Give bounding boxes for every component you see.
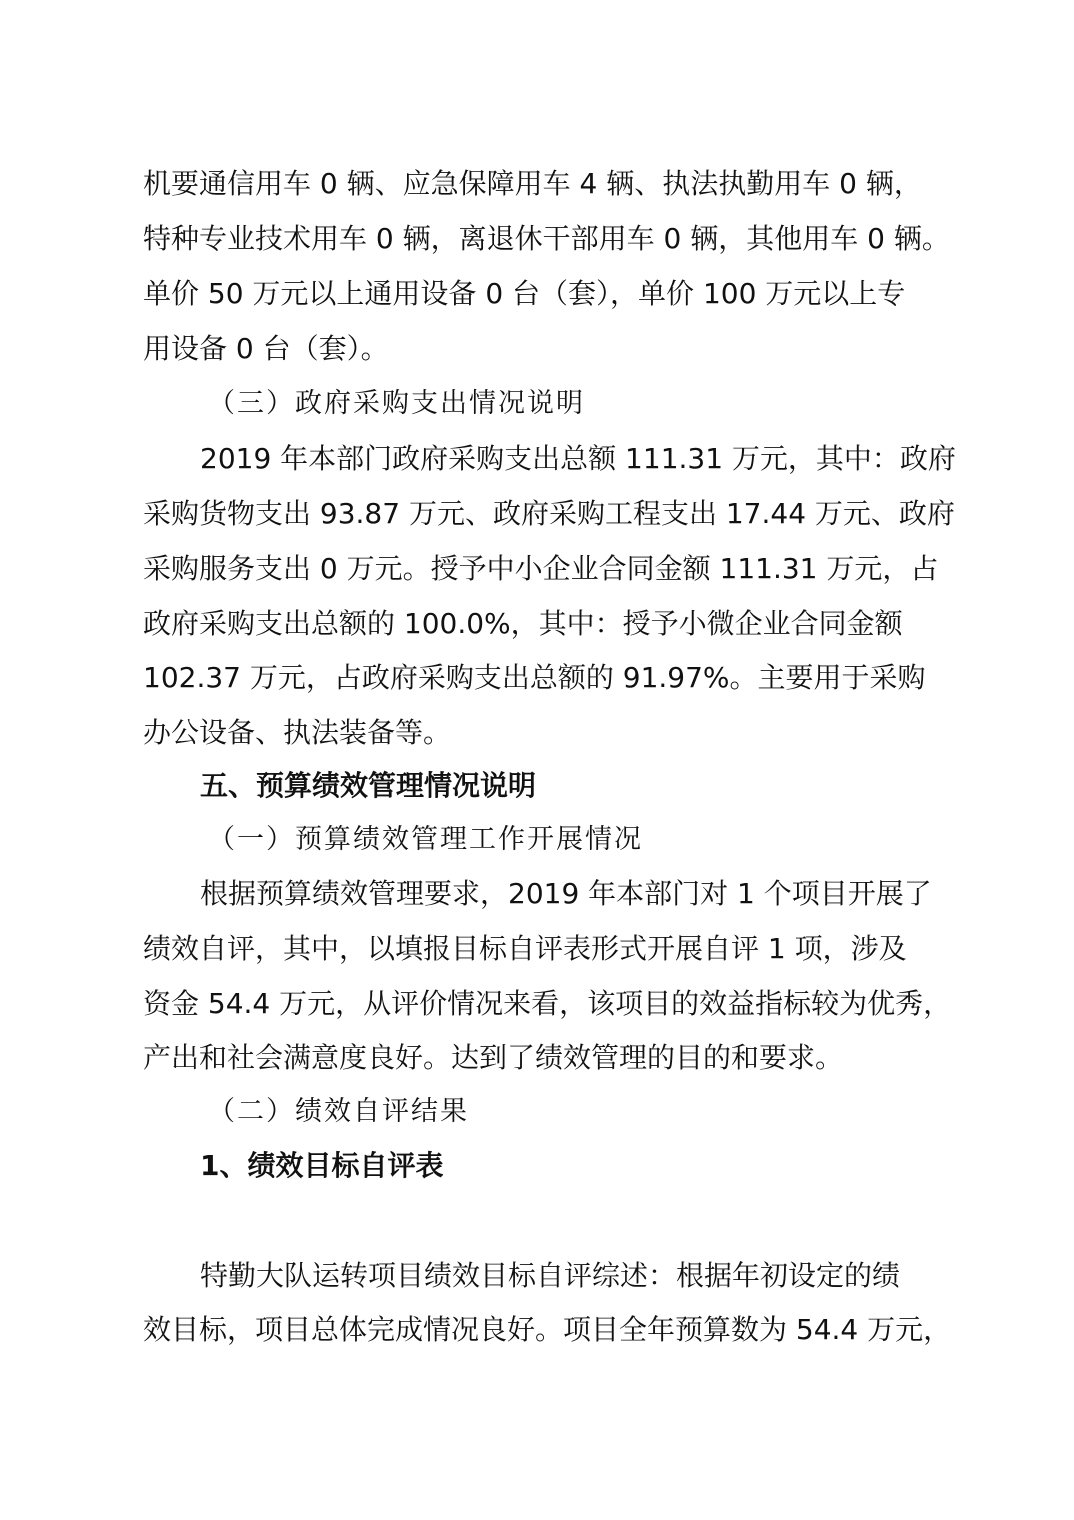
paragraph-line: 绩效自评，其中，以填报目标自评表形式开展自评 1 项，涉及: [143, 932, 907, 965]
paragraph-line: 效目标，项目总体完成情况良好。项目全年预算数为 54.4 万元，: [143, 1313, 952, 1346]
paragraph-line: 用设备 0 台（套）。: [143, 332, 389, 365]
paragraph-line: 资金 54.4 万元，从评价情况来看，该项目的效益指标较为优秀，: [143, 987, 952, 1020]
paragraph-line: 单价 50 万元以上通用设备 0 台（套），单价 100 万元以上专: [143, 277, 906, 310]
paragraph-line: 102.37 万元，占政府采购支出总额的 91.97%。主要用于采购: [143, 661, 926, 694]
paragraph-line: 采购服务支出 0 万元。授予中小企业合同金额 111.31 万元，占: [143, 552, 939, 585]
section-heading: 五、预算绩效管理情况说明: [200, 769, 537, 802]
paragraph-line: 特勤大队运转项目绩效目标自评综述：根据年初设定的绩: [200, 1259, 901, 1292]
paragraph-line: 政府采购支出总额的 100.0%，其中：授予小微企业合同金额: [143, 607, 903, 640]
paragraph-line: 产出和社会满意度良好。达到了绩效管理的目的和要求。: [143, 1041, 844, 1074]
section-subheading: （一）预算绩效管理工作开展情况: [208, 824, 643, 855]
section-subheading: （二）绩效自评结果: [208, 1096, 469, 1127]
section-heading: 1、绩效目标自评表: [200, 1149, 444, 1182]
paragraph-line: 机要通信用车 0 辆、应急保障用车 4 辆、执法执勤用车 0 辆，: [143, 167, 922, 200]
section-subheading: （三）政府采购支出情况说明: [208, 388, 585, 419]
paragraph-line: 办公设备、执法装备等。: [143, 716, 452, 749]
paragraph-line: 2019 年本部门政府采购支出总额 111.31 万元，其中：政府: [200, 442, 956, 475]
paragraph-line: 采购货物支出 93.87 万元、政府采购工程支出 17.44 万元、政府: [143, 497, 955, 530]
paragraph-line: 根据预算绩效管理要求，2019 年本部门对 1 个项目开展了: [200, 877, 932, 910]
paragraph-line: 特种专业技术用车 0 辆，离退休干部用车 0 辆，其他用车 0 辆。: [143, 222, 950, 255]
